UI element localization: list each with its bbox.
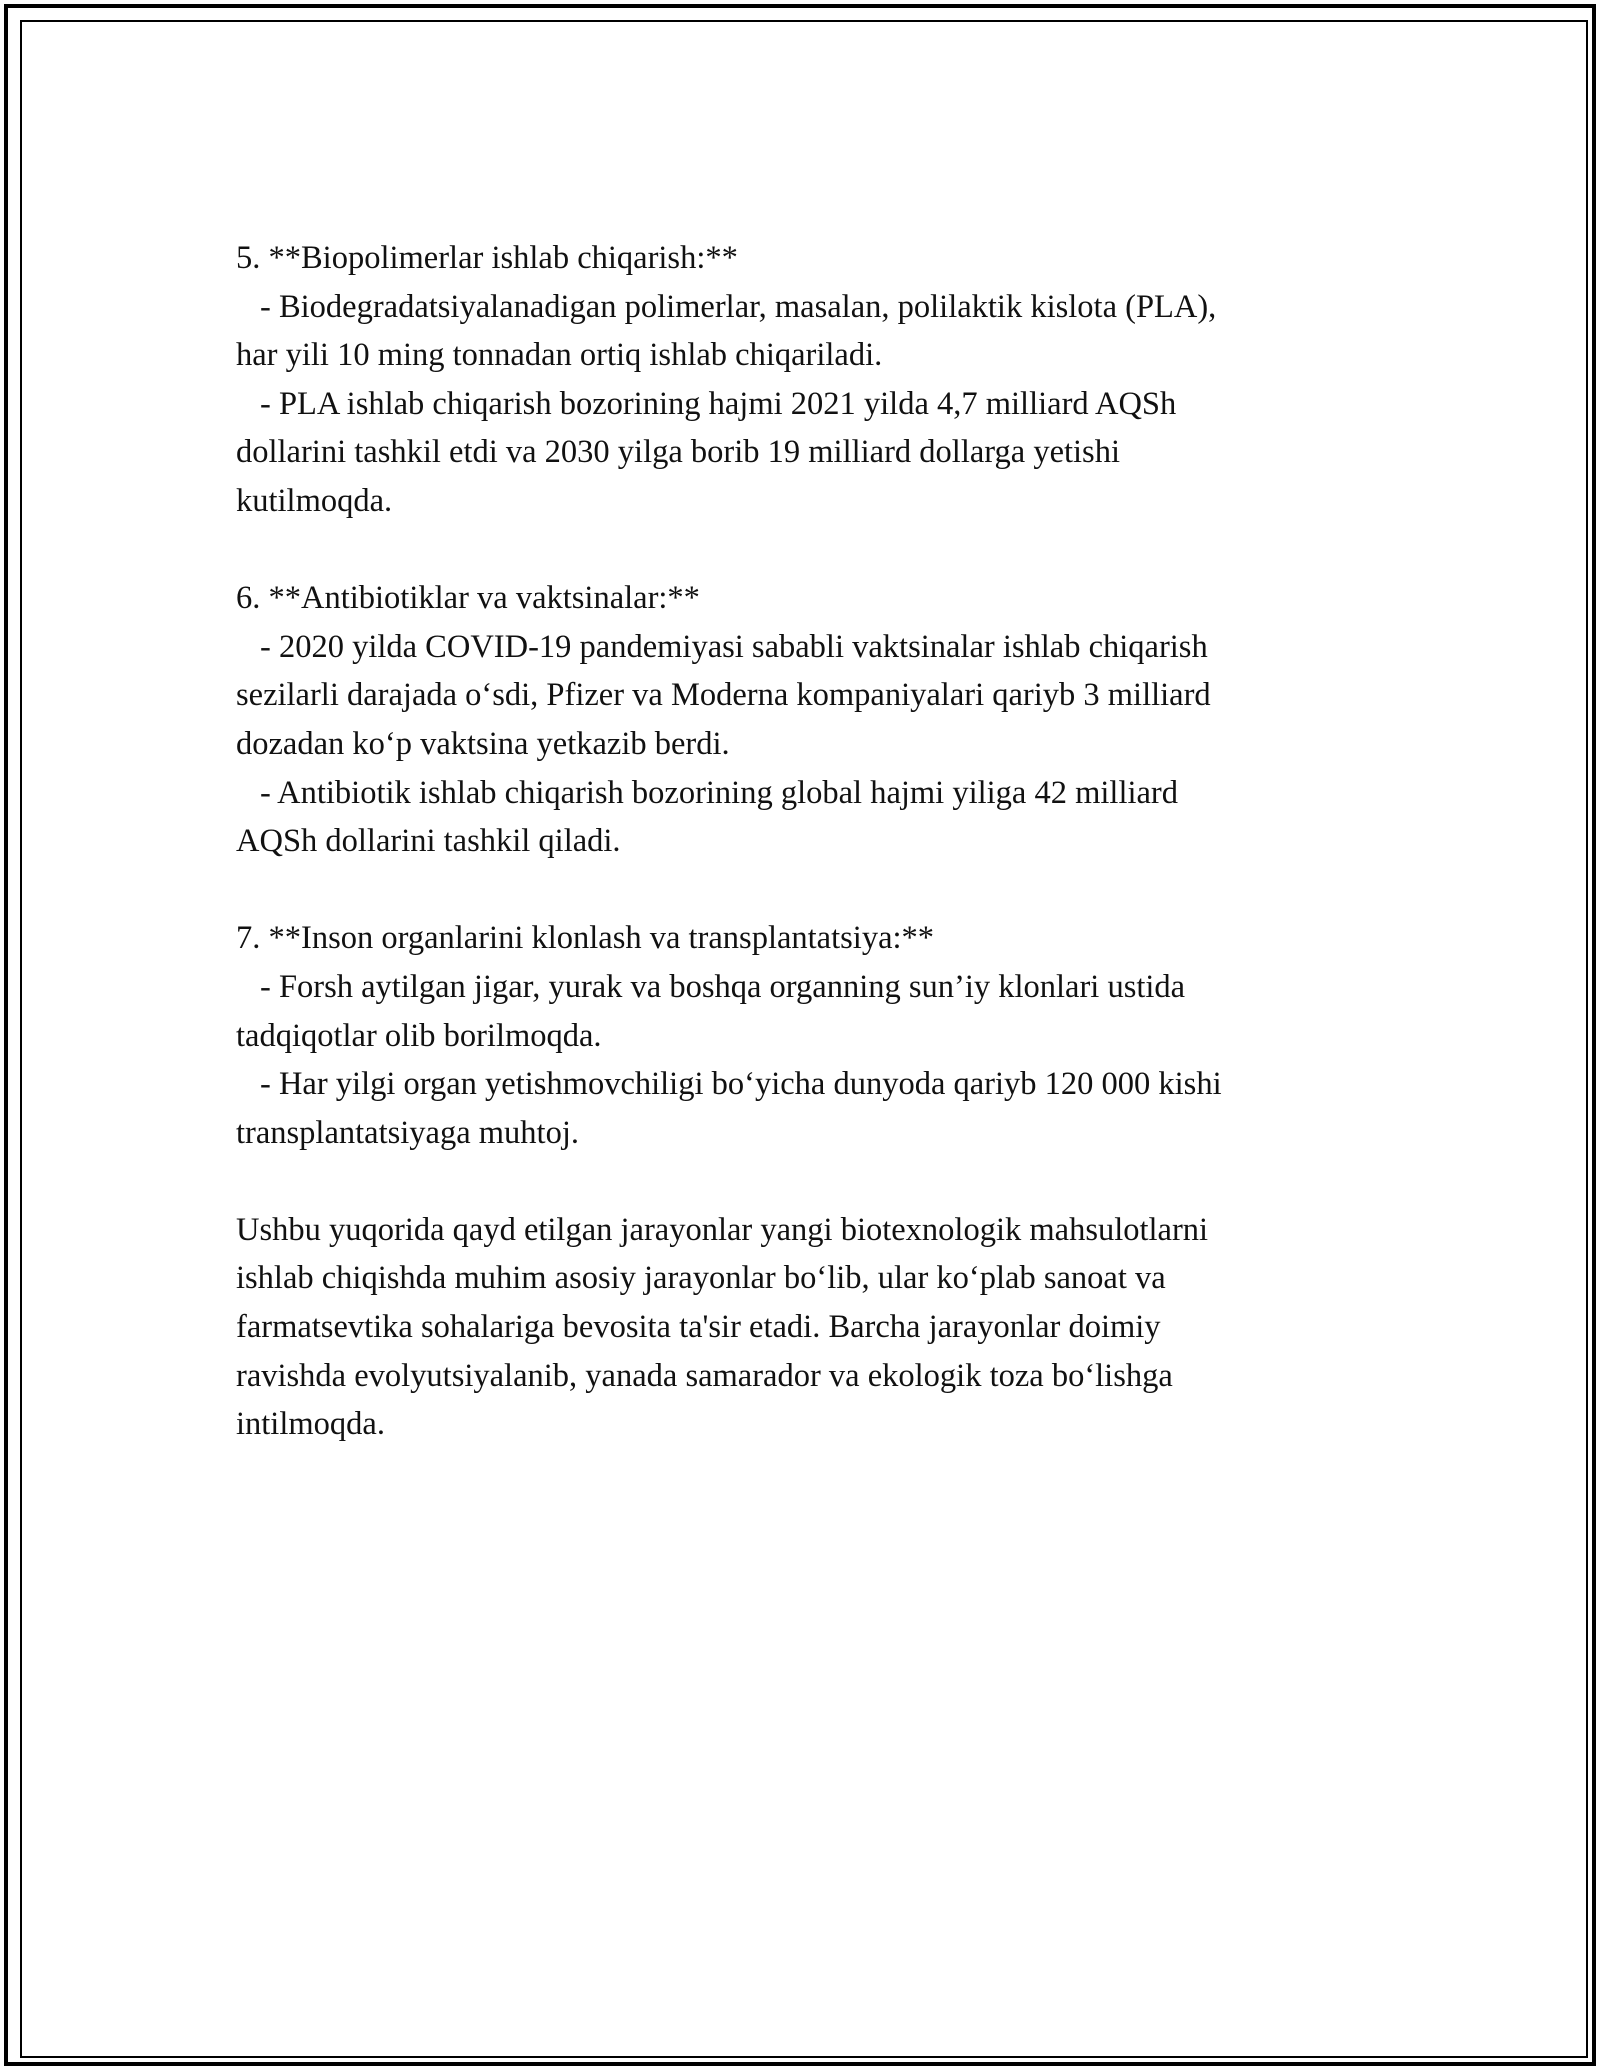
bullet-item — [236, 283, 1386, 380]
section-heading: 7. **Inson organlarini klonlash va transplantatsiya:** — [236, 920, 935, 957]
bullet-item — [236, 1060, 1386, 1157]
conclusion-paragraph — [236, 1206, 1386, 1449]
paragraph-line: farmatsevtika sohalariga bevosita ta'sir etadi. Barcha jarayonlar doimiy — [236, 1309, 1161, 1346]
section-antibiotics-vaccines — [236, 574, 1386, 866]
bullet-line: dozadan ko‘p vaktsina yetkazib berdi. — [236, 725, 730, 762]
bullet-item — [236, 380, 1386, 526]
bullet-item — [236, 769, 1386, 866]
bullet-line: kutilmoqda. — [236, 482, 393, 519]
bullet-item — [236, 963, 1386, 1060]
bullet-item — [236, 623, 1386, 769]
bullet-line: dollarini tashkil etdi va 2030 yilga borib 19 milliard dollarga yetishi — [236, 434, 1120, 471]
paragraph-line: ishlab chiqishda muhim asosiy jarayonlar bo‘lib, ular ko‘plab sanoat va — [236, 1260, 1166, 1297]
paragraph-line: Ushbu yuqorida qayd etilgan jarayonlar yangi biotexnologik mahsulotlarni — [236, 1211, 1209, 1248]
bullet-line: - Antibiotik ishlab chiqarish bozorining global hajmi yiliga 42 milliard — [260, 774, 1178, 811]
document-body — [236, 234, 1386, 1497]
section-organ-cloning — [236, 914, 1386, 1157]
paragraph-line: ravishda evolyutsiyalanib, yanada samarador va ekologik toza bo‘lishga — [236, 1357, 1173, 1394]
bullet-line: - PLA ishlab chiqarish bozorining hajmi 2021 yilda 4,7 milliard AQSh — [260, 385, 1177, 422]
bullet-line: transplantatsiyaga muhtoj. — [236, 1114, 579, 1151]
paragraph-line: intilmoqda. — [236, 1406, 385, 1443]
bullet-line: - Biodegradatsiyalanadigan polimerlar, masalan, polilaktik kislota (PLA), — [260, 288, 1217, 325]
section-heading: 5. **Biopolimerlar ishlab chiqarish:** — [236, 240, 738, 276]
section-biopolymers — [236, 234, 1386, 526]
section-heading: 6. **Antibiotiklar va vaktsinalar:** — [236, 580, 700, 617]
bullet-line: AQSh dollarini tashkil qiladi. — [236, 823, 621, 860]
bullet-line: - 2020 yilda COVID-19 pandemiyasi sababli vaktsinalar ishlab chiqarish — [260, 628, 1208, 665]
bullet-line: sezilarli darajada o‘sdi, Pfizer va Moderna kompaniyalari qariyb 3 milliard — [236, 677, 1211, 714]
bullet-line: - Forsh aytilgan jigar, yurak va boshqa organning sun’iy klonlari ustida — [260, 968, 1186, 1005]
bullet-line: tadqiqotlar olib borilmoqda. — [236, 1017, 602, 1054]
bullet-line: - Har yilgi organ yetishmovchiligi bo‘yicha dunyoda qariyb 120 000 kishi — [260, 1066, 1222, 1103]
bullet-line: har yili 10 ming tonnadan ortiq ishlab chiqariladi. — [236, 337, 883, 374]
